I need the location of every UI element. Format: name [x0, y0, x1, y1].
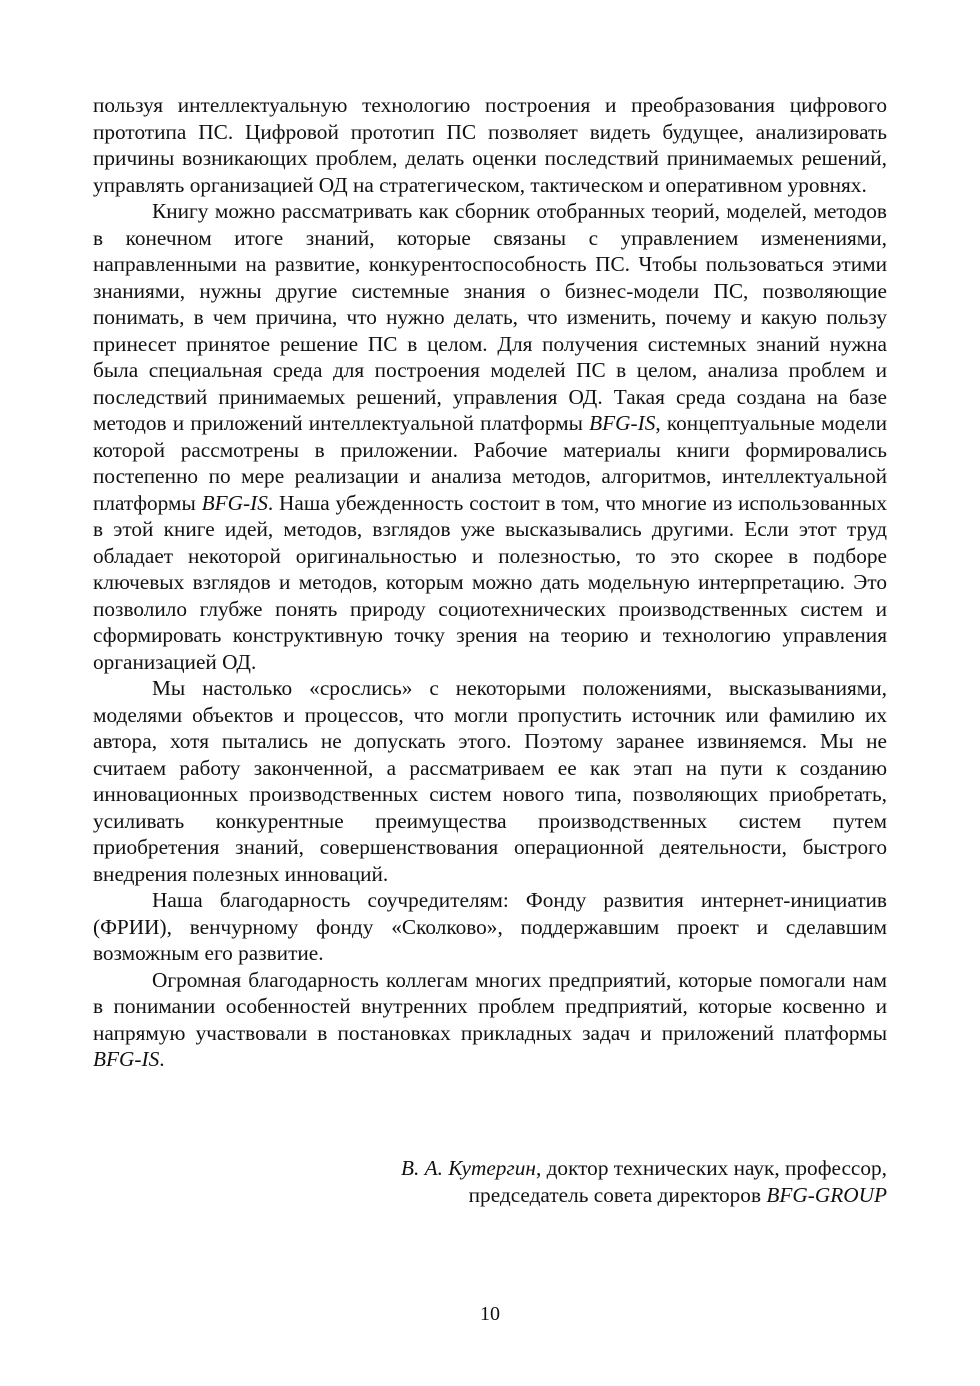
- author-title: , доктор технических наук, профессор,: [535, 1156, 887, 1180]
- author-name: В. А. Кутергин: [400, 1156, 536, 1180]
- paragraph-3: Мы настолько «срослись» с некоторыми положениями, высказываниями, моделями объектов и процессов, что могли пропустить источник или фамилию их автора, хотя пытались не допускать этого. Поэтому заранее извиняемся. Мы не считаем работу законченной, а рассматриваем ее как этап на пути к созданию инновационных производственных систем нового типа, позволяющих приобретать, усиливать конкурентные преимущества производственных систем путем приобретения знаний, совершенствования операционной деятельности, быстрого внедрения полезных инноваций.: [93, 676, 887, 886]
- paragraph-2: Книгу можно рассматривать как сборник отобранных теорий, моделей, методов в конечном итоге знаний, которые связаны с управлением изменениями, направленными на развитие, конкурентоспособность ПС. Чтобы пользоваться этими знаниями, нужны другие системные знания о бизнес-модели ПС, позволяющие понимать, в чем причина, что нужно делать, что изменить, почему и какую пользу принесет принятое решение ПС в целом. Для получения системных знаний нужна была специальная среда для построения моделей ПС в целом, анализа проблем и последствий принимаемых решений, управления ОД. Такая среда создана на базе методов и приложений интеллектуальной платформы BFG-IS, концептуальные модели которой рассмотрены в приложении. Рабочие материалы книги формировались постепенно по мере реализации и анализа методов, алгоритмов, интеллектуальной платформы BFG-IS. Наша убежденность состоит в том, что многие из использованных в этой книге идей, методов, взглядов уже высказывались другими. Если этот труд обладает некоторой оригинальностью и полезностью, то это скорее в подборе ключевых взглядов и методов, которым можно дать модельную интерпретацию. Это позволило глубже понять природу социотехнических производственных систем и сформировать конструктивную точку зрения на теорию и технологию управления организацией ОД.: [93, 199, 887, 674]
- body-text: [93, 92, 887, 1073]
- italic-term: BFG-IS: [589, 411, 656, 435]
- paragraph-4: Наша благодарность соучредителям: Фонду развития интернет-инициатив (ФРИИ), венчурному фонду «Сколково», поддержавшим проект и сделавшим возможным его развитие.: [93, 888, 887, 965]
- italic-term: BFG-IS: [201, 490, 268, 515]
- author-position: председатель совета директоров: [468, 1183, 767, 1207]
- paragraph-1: пользуя интеллектуальную технологию построения и преобразования цифрового прототипа ПС. Цифровой прототип ПС позволяет видеть будущее, анализировать причины возникающих проблем, делать оценки последствий принимаемых решений, управлять организацией ОД на стратегическом, тактическом и оперативном уровнях.: [93, 93, 887, 197]
- signature-block: [401, 1155, 887, 1209]
- page-number: 10: [480, 1303, 500, 1325]
- paragraph-5: Огромная благодарность коллегам многих предприятий, которые помогали нам в понимании особенностей внутренних проблем предприятий, которые косвенно и напрямую участвовали в постановках прикладных задач и приложений платформы BFG-IS.: [93, 967, 887, 1071]
- signature-line-2: [401, 1182, 887, 1209]
- company-name: BFG-GROUP: [766, 1183, 887, 1207]
- italic-term: BFG-IS: [93, 1047, 160, 1071]
- signature-line-1: [401, 1155, 887, 1182]
